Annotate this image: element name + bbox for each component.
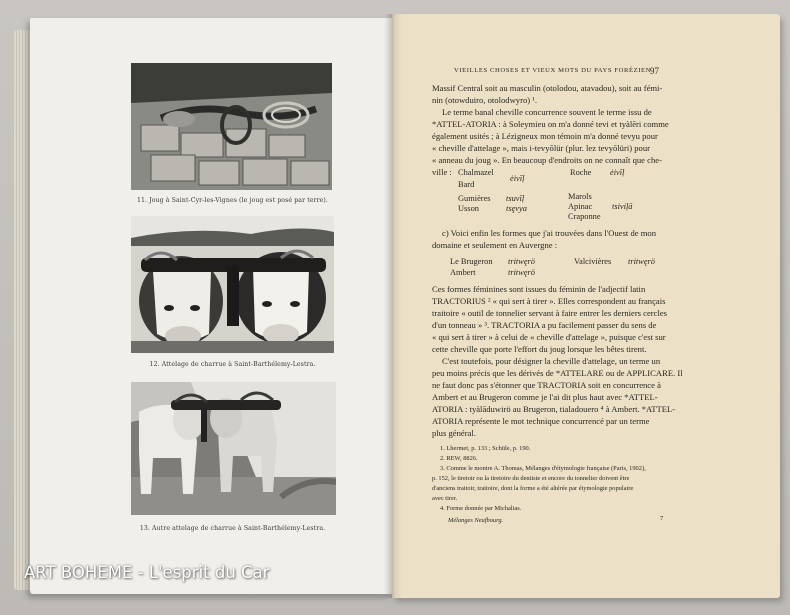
footnote: 4. Forme donnée par Michalias. xyxy=(440,505,522,512)
table-cell-place: Le Brugeron xyxy=(450,257,493,266)
body-line: ATORIA : tyàlāduwirö au Brugeron, tialadouero ⁴ à Ambert. *ATTEL- xyxy=(432,404,676,414)
table-cell-form: tritwęrö xyxy=(508,257,535,266)
table-cell-place: Bard xyxy=(458,180,475,189)
book-gutter xyxy=(384,14,402,598)
body-line: ville : xyxy=(432,167,452,177)
body-line: C'est toutefois, pour désigner la cheville d'attelage, un terme un xyxy=(442,356,661,366)
body-line: Massif Central soit au masculin (otolodou, atavadou), soit au fémi- xyxy=(432,83,663,93)
footnote: p. 152, le tiretoir ou la tiretoire du dentiste et encore du tonnelier doivent être xyxy=(432,475,630,482)
table-cell-form: tsȩvya xyxy=(506,204,527,213)
watermark-text: ART BOHEME - L'esprit du Car xyxy=(24,563,270,582)
figure-yoke-photo xyxy=(131,63,332,190)
figure-oxen-plough-photo xyxy=(131,216,334,353)
body-line: « anneau du joug ». En beaucoup d'endroits on ne connaît que che- xyxy=(432,155,662,165)
table-cell-place: Usson xyxy=(458,204,479,213)
table-cell-form: tritwęrö xyxy=(508,268,535,277)
footnote: d'anciens traitoir, traitoire, dont la forme a été altérée par étymologie populaire xyxy=(432,485,634,492)
body-line: d'un tonneau » ³. TRACTORIA a pu facilement passer du sens de xyxy=(432,320,657,330)
table-cell-place: Apinac xyxy=(568,202,593,211)
figure-13-caption: 13. Autre attelage de charrue à Saint-Barthélemy-Lestra. xyxy=(139,525,326,532)
page-number: 97 xyxy=(650,66,659,76)
figure-plough-team-photo xyxy=(131,382,336,515)
body-line: nin (otowduiro, otolodwyro) ¹. xyxy=(432,95,537,105)
table-cell-place: Marols xyxy=(568,192,592,201)
body-line: également usités ; à Lézigneux mon témoin m'a donné tevyu pour xyxy=(432,131,658,141)
table-cell-form: ėivīļ xyxy=(610,168,625,177)
table-cell-form: ėivīļ xyxy=(510,174,525,183)
running-header: VIEILLES CHOSES ET VIEUX MOTS DU PAYS FORÉZIEN xyxy=(454,67,652,74)
table-cell-place: Chalmazel xyxy=(458,168,494,177)
table-cell-form: tsuvīļ xyxy=(506,194,525,203)
table-cell-place: Valcivières xyxy=(574,257,612,266)
table-cell-place: Roche xyxy=(570,168,592,177)
body-line: peu moins précis que les dérivés de *ATTELARE ou de APPLICARE. Il xyxy=(432,368,683,378)
figure-11-caption: 11. Joug à Saint-Cyr-les-Vignes (le joug est posé par terre). xyxy=(136,197,328,204)
body-line: ne faut donc pas s'étonner que TRACTORIA soit en concurrence à xyxy=(432,380,661,390)
body-line: TRACTORIUS ² « qui sert à tirer ». Elles correspondent au français xyxy=(432,296,666,306)
table-cell-place: Craponne xyxy=(568,212,601,221)
body-line: *ATTEL-ATORIA : à Soleymieu on m'a donné tevi et tyàlēri comme xyxy=(432,119,669,129)
table-cell-place: Gumières xyxy=(458,194,491,203)
body-line: c) Voici enfin les formes que j'ai trouvées dans l'Ouest de mon xyxy=(442,228,656,238)
body-line: domaine et seulement en Auvergne : xyxy=(432,240,558,250)
table-cell-place: Ambert xyxy=(450,268,476,277)
body-line: Ambert et au Brugeron comme je l'ai dit plus haut avec *ATTEL- xyxy=(432,392,658,402)
body-line: traitoire « outil de tonnelier servant à faire entrer les derniers cercles xyxy=(432,308,668,318)
footnote: avec tirer. xyxy=(432,495,458,502)
body-line: Le terme banal cheville concurrence souvent le terme issu de xyxy=(442,107,652,117)
table-cell-form: tritwęrö xyxy=(628,257,655,266)
figure-12-caption: 12. Attelage de charrue à Saint-Barthélemy-Lestra. xyxy=(149,361,316,368)
body-line: plus général. xyxy=(432,428,476,438)
body-line: cette cheville que porte l'effort du joug lorsque les bêtes tirent. xyxy=(432,344,647,354)
footnote: 1. Lhermet, p. 133 ; Schüle, p. 190. xyxy=(440,445,531,452)
signature-line: Mélanges Neufbourg. xyxy=(448,517,504,524)
footnote: 2. REW, 8826. xyxy=(440,455,478,462)
table-cell-form: tsiviļā xyxy=(612,202,633,211)
body-line: ATORIA représente le mot technique concurrencé par un terme xyxy=(432,416,650,426)
body-line: Ces formes féminines sont issues du féminin de l'adjectif latin xyxy=(432,284,646,294)
footnote: 3. Comme le montre A. Thomas, Mélanges d'étymologie française (Paris, 1902), xyxy=(440,465,646,472)
body-line: « qui sert à tirer » à celui de « cheville d'attelage », puisque c'est sur xyxy=(432,332,666,342)
signature-mark: 7 xyxy=(660,515,664,522)
body-line: « cheville d'attelage », mais i-tevyōlür (plur. lez tevyōlüri) pour xyxy=(432,143,650,153)
